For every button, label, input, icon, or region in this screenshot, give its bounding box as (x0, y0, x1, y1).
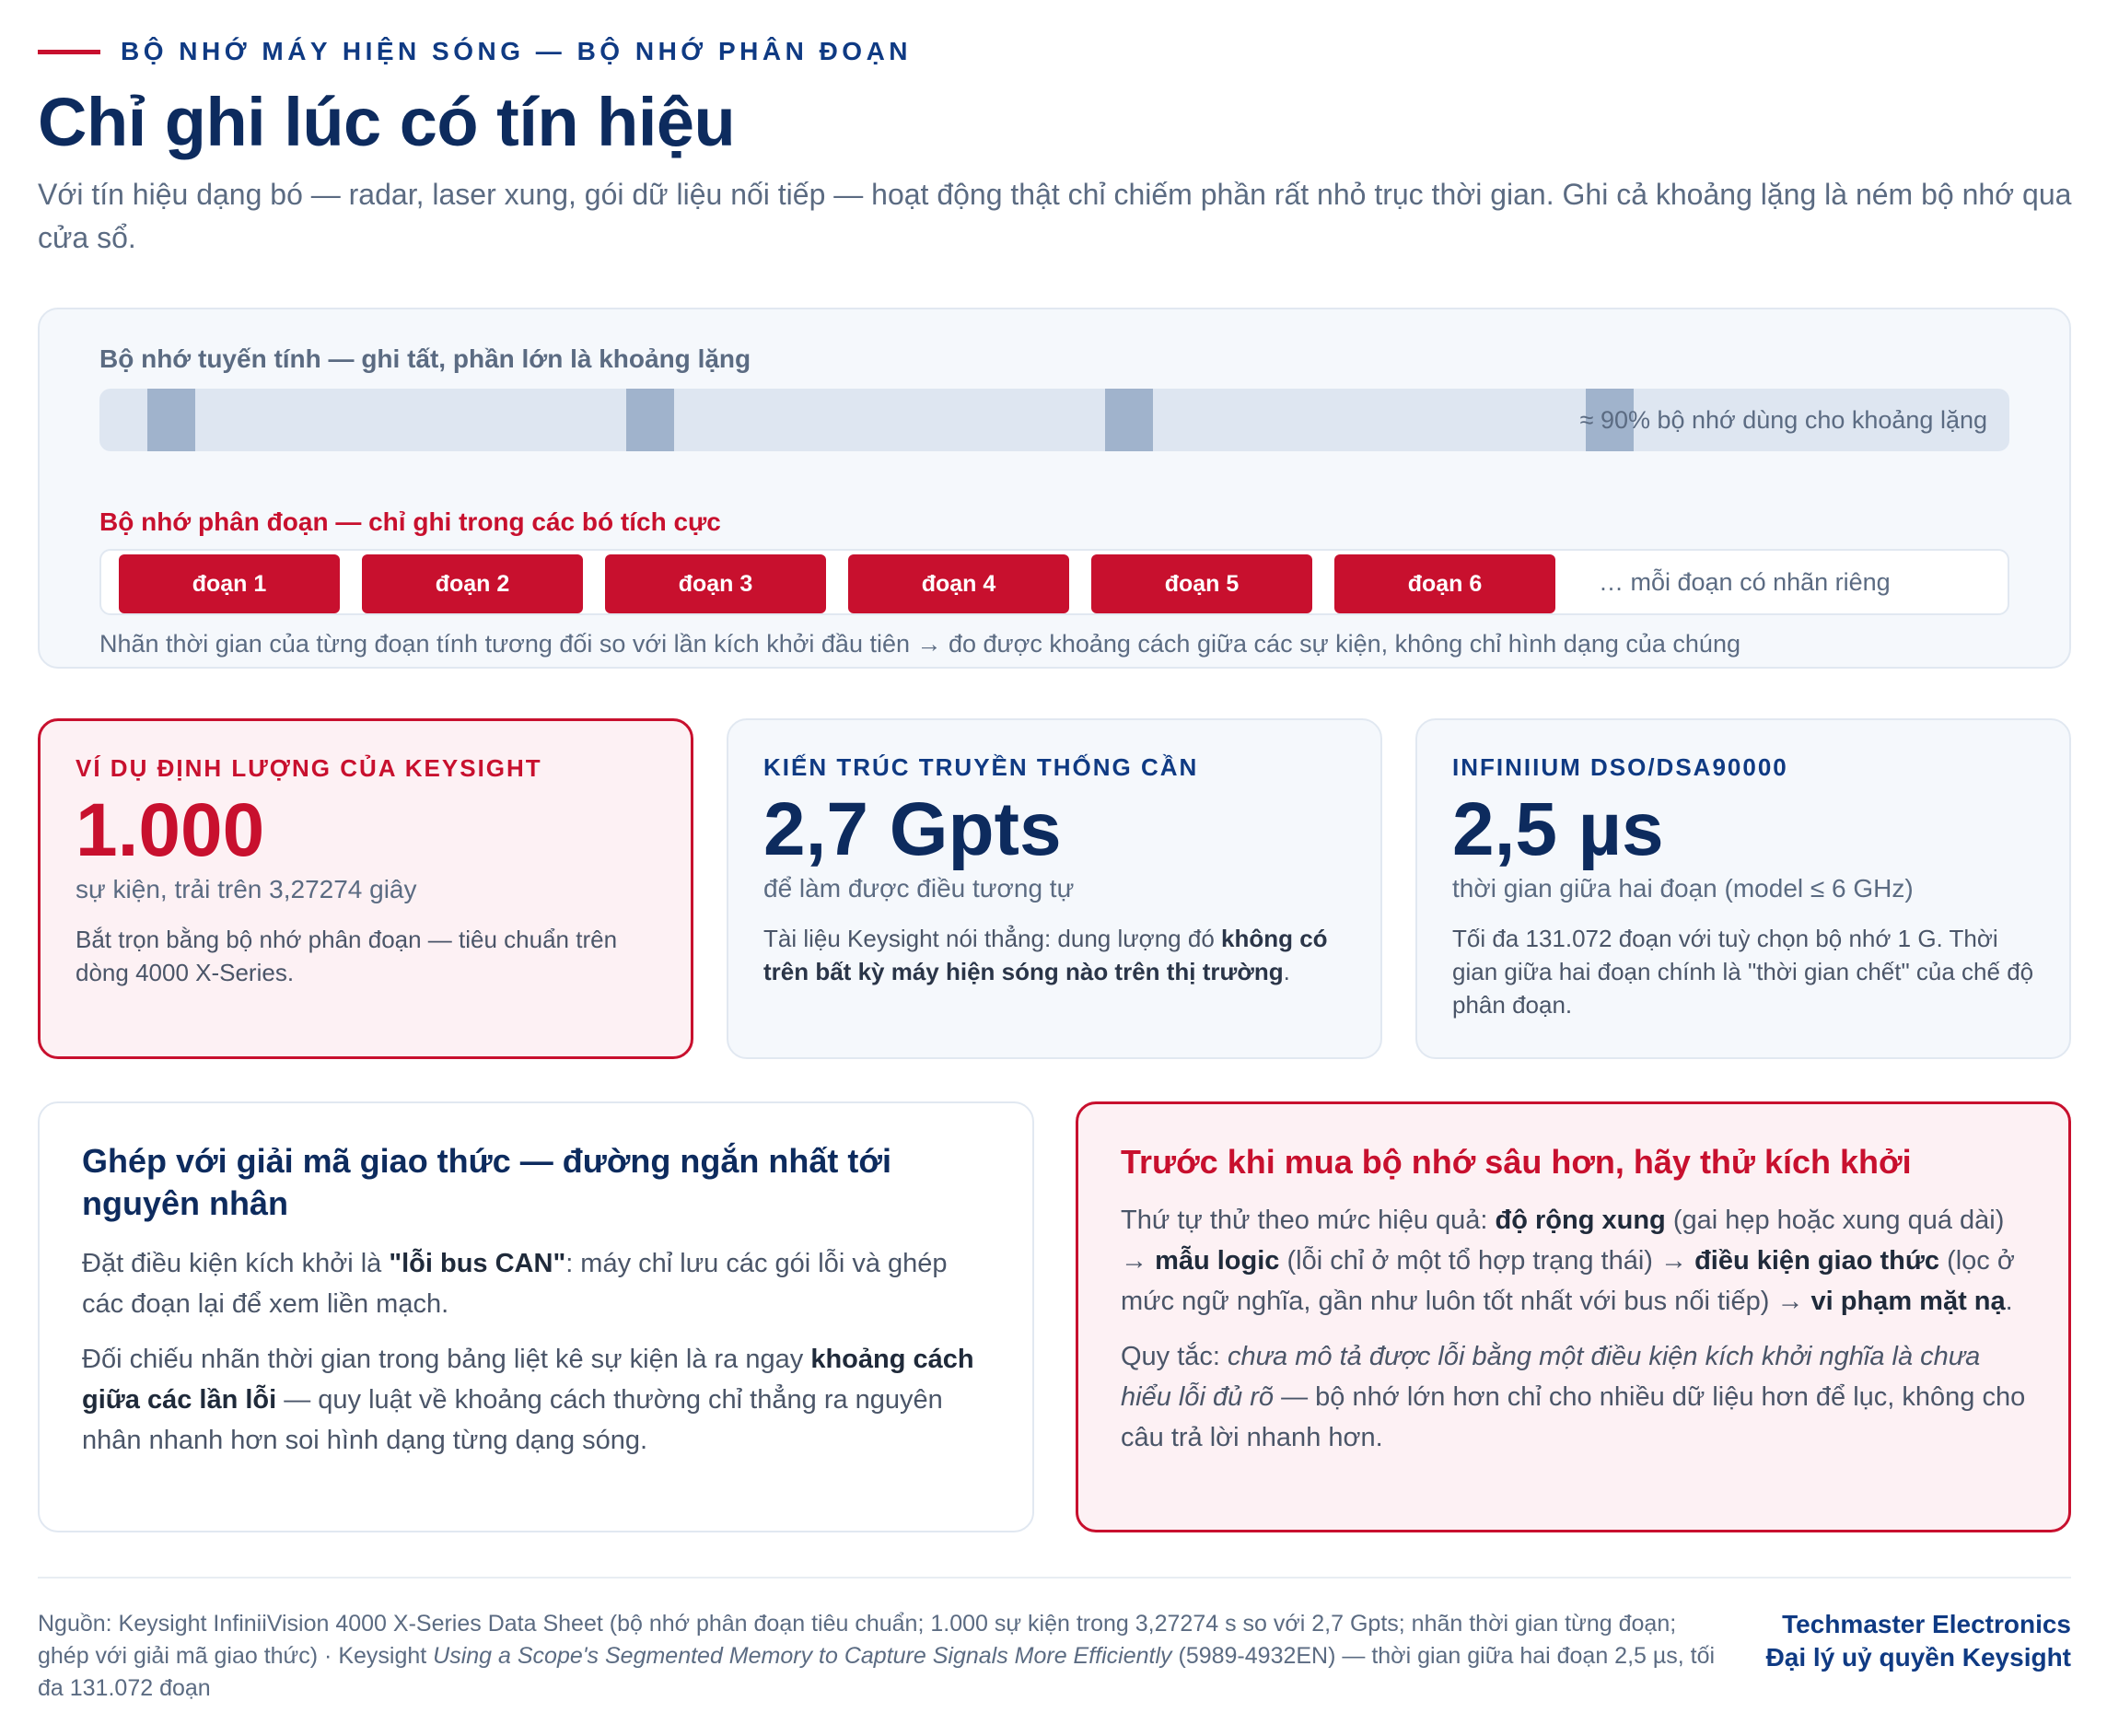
card-emphasis: "lỗi bus CAN" (389, 1249, 566, 1278)
card-title: Ghép với giải mã giao thức — đường ngắn nhất tới nguyên nhân (82, 1142, 891, 1222)
linear-memory-note: ≈ 90% bộ nhớ dùng cho khoảng lặng (1579, 405, 1987, 434)
segment-timestamp-note: Nhãn thời gian của từng đoạn tính tương đối so với lần kích khởi đầu tiên → đo được khoảng cách giữa các sự kiện, không chỉ hình dạng của chúng (99, 630, 1740, 658)
footer-divider (38, 1577, 2071, 1579)
stat-description: Bắt trọn bằng bộ nhớ phân đoạn — tiêu chuẩn trên dòng 4000 X-Series. (76, 926, 618, 986)
segmented-memory-title: Bộ nhớ phân đoạn — chỉ ghi trong các bó tích cực (99, 507, 721, 536)
stat-desc-text: . (1283, 958, 1290, 985)
segment-1: đoạn 1 (119, 554, 340, 613)
signal-burst (626, 389, 674, 451)
card-emphasis: khoảng cách giữa các lần lỗi (82, 1345, 974, 1415)
card-text: (lỗi chỉ ở một tổ hợp trạng thái) → (1279, 1246, 1695, 1276)
card-text: : máy chỉ lưu các gói lỗi và ghép các đoạn lại để xem liền mạch. (82, 1249, 948, 1319)
brand-block (1766, 1608, 2071, 1674)
card-text: — quy luật về khoảng cách thường chỉ thẳng ra nguyên nhân nhanh hơn soi hình dạng từng dạng sóng. (82, 1385, 943, 1455)
linear-memory-bar (99, 389, 2009, 451)
segment-5: đoạn 5 (1091, 554, 1312, 613)
stat-unit: sự kiện, trải trên 3,27274 giây (76, 875, 417, 903)
stat-card-keysight-example (38, 718, 693, 1059)
segment-2: đoạn 2 (362, 554, 583, 613)
stat-unit: để làm được điều tương tự (763, 874, 1075, 903)
signal-burst (1105, 389, 1153, 451)
card-paragraph (82, 1243, 990, 1324)
segmented-memory-row (99, 549, 2009, 615)
protocol-decode-card (38, 1101, 1034, 1532)
page-subtitle: Với tín hiệu dạng bó — radar, laser xung, gói dữ liệu nối tiếp — hoạt động thật chỉ chiếm phần rất nhỏ trục thời gian. Ghi cả khoảng lặng là ném bộ nhớ qua cửa sổ. (38, 178, 2072, 254)
page-title: Chỉ ghi lúc có tín hiệu (38, 84, 736, 160)
stat-label: KIẾN TRÚC TRUYỀN THỐNG CẦN (763, 753, 1199, 781)
linear-memory-title: Bộ nhớ tuyến tính — ghi tất, phần lớn là khoảng lặng (99, 344, 751, 373)
stat-value: 2,5 µs (1452, 787, 1664, 871)
source-doc-title: Using a Scope's Segmented Memory to Capture Signals More Efficiently (433, 1643, 1172, 1669)
card-text: Đối chiếu nhãn thời gian trong bảng liệt kê sự kiện là ra ngay (82, 1345, 811, 1374)
stat-desc-text: Tài liệu Keysight nói thẳng: dung lượng đó (763, 925, 1221, 952)
card-emphasis: mẫu logic (1155, 1246, 1280, 1276)
eyebrow-accent-line (38, 50, 100, 54)
segment-3: đoạn 3 (605, 554, 826, 613)
stat-card-traditional (727, 718, 1382, 1059)
segment-4: đoạn 4 (848, 554, 1069, 613)
card-text: (gai hẹp hoặc xung quá dài) → (1121, 1206, 2005, 1276)
stat-description: Tối đa 131.072 đoạn với tuỳ chọn bộ nhớ 1 G. Thời gian giữa hai đoạn chính là "thời gian chết" của chế độ phân đoạn. (1452, 925, 2034, 1019)
stat-description (763, 922, 1345, 988)
stat-value: 2,7 Gpts (763, 787, 1062, 871)
eyebrow (38, 36, 912, 67)
card-paragraph (1121, 1200, 2026, 1322)
stat-unit: thời gian giữa hai đoạn (model ≤ 6 GHz) (1452, 874, 1914, 903)
card-paragraph (1121, 1336, 2026, 1458)
source-text: Nguồn: Keysight InfiniiVision 4000 X-Series Data Sheet (bộ nhớ phân đoạn tiêu chuẩn; 1.000 sự kiện trong 3,27274 s so với 2,7 Gpts; nhãn thời gian từng đoạn; ghép với giải mã giao thức) · Keysight (38, 1611, 1677, 1669)
trigger-advice-card (1076, 1101, 2071, 1532)
card-emphasis: độ rộng xung (1495, 1206, 1666, 1235)
card-emphasis: vi phạm mặt nạ (1810, 1287, 2006, 1316)
card-italic: chưa mô tả được lỗi bằng một điều kiện kích khởi nghĩa là chưa hiểu lỗi đủ rõ (1121, 1342, 1981, 1412)
signal-burst (147, 389, 195, 451)
stat-value: 1.000 (76, 788, 265, 872)
card-title: Trước khi mua bộ nhớ sâu hơn, hãy thử kích khởi (1121, 1143, 1912, 1181)
card-text: Đặt điều kiện kích khởi là (82, 1249, 390, 1278)
segment-6: đoạn 6 (1334, 554, 1555, 613)
source-citation (38, 1608, 1732, 1705)
stat-card-infiniium (1415, 718, 2071, 1059)
brand-name: Techmaster Electronics (1782, 1610, 2071, 1638)
eyebrow-text: BỘ NHỚ MÁY HIỆN SÓNG — BỘ NHỚ PHÂN ĐOẠN (121, 37, 913, 65)
card-text: Quy tắc: (1121, 1342, 1228, 1371)
card-text: — bộ nhớ lớn hơn chỉ cho nhiều dữ liệu hơn để lục, không cho câu trả lời nhanh hơn. (1121, 1382, 2026, 1452)
source-text: (5989-4932EN) — thời gian giữa hai đoạn 2,5 µs, tối đa 131.072 đoạn (38, 1643, 1716, 1701)
stat-label: VÍ DỤ ĐỊNH LƯỢNG CỦA KEYSIGHT (76, 754, 542, 782)
card-emphasis: điều kiện giao thức (1694, 1246, 1940, 1276)
stat-label: INFINIIUM DSO/DSA90000 (1452, 753, 1788, 781)
card-text: (lọc ở mức ngữ nghĩa, gần như luôn tốt nhất với bus nối tiếp) → (1121, 1246, 2015, 1316)
card-text: . (2005, 1287, 2013, 1316)
card-text: Thứ tự thử theo mức hiệu quả: (1121, 1206, 1496, 1235)
segments-more-label: … mỗi đoạn có nhãn riêng (1599, 567, 1891, 596)
brand-tagline: Đại lý uỷ quyền Keysight (1765, 1643, 2071, 1672)
card-paragraph (82, 1339, 990, 1461)
stat-desc-emphasis: không có trên bất kỳ máy hiện sóng nào trên thị trường (763, 925, 1328, 985)
